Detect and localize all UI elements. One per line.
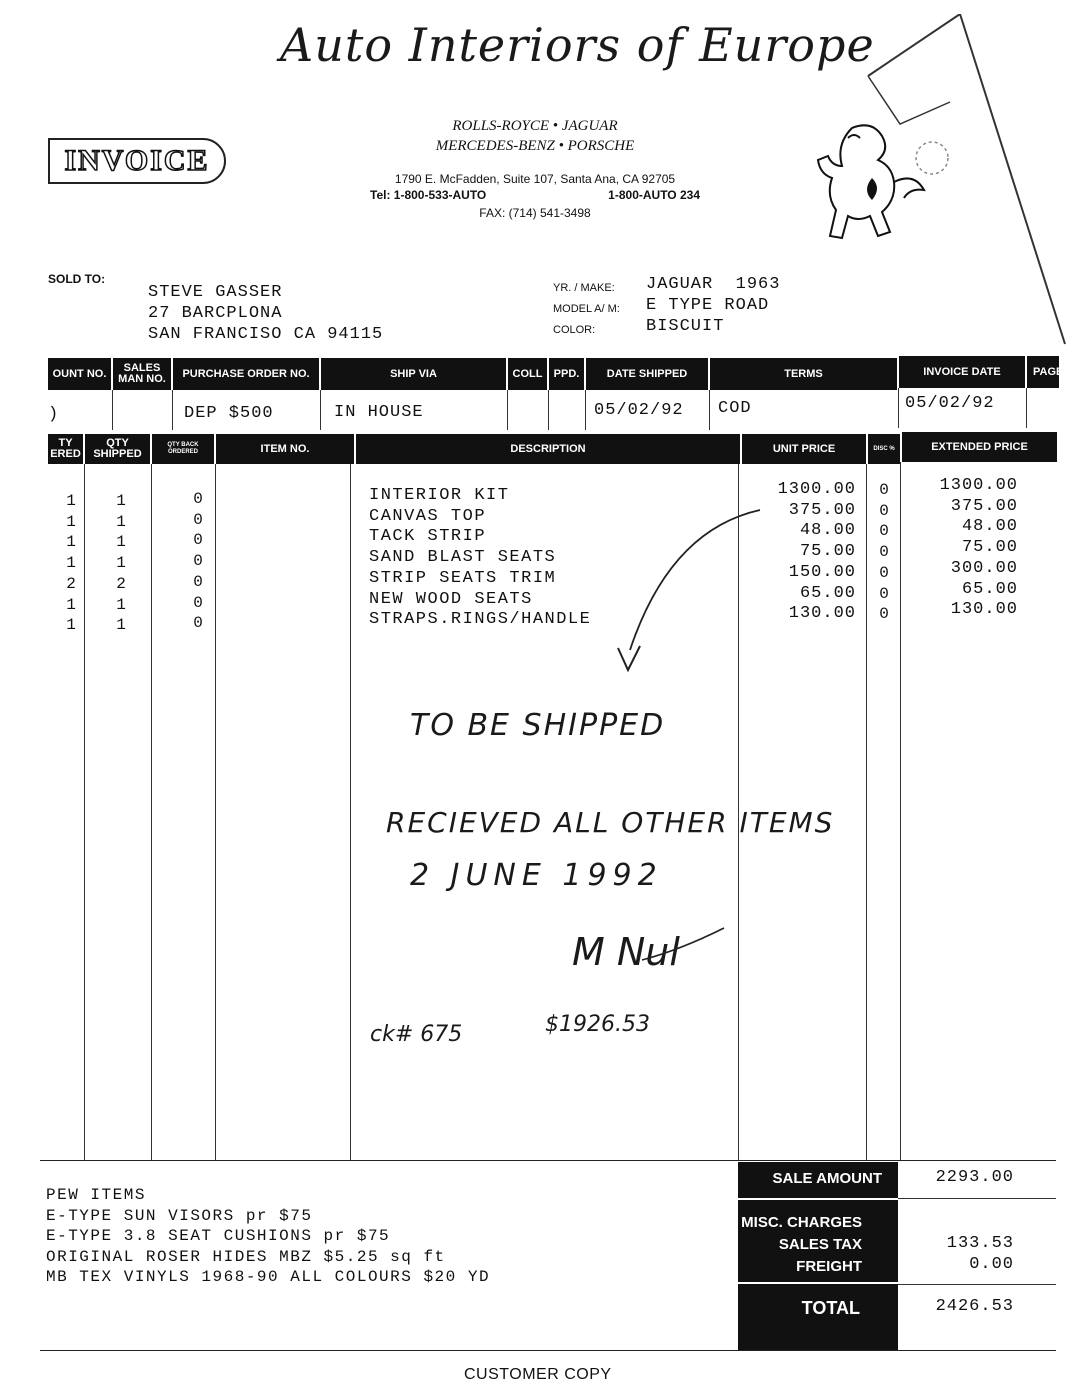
sale-amount-label: SALE AMOUNT <box>772 1170 882 1187</box>
table-cell: 1 <box>66 492 76 510</box>
list-item: MB TEX VINYLS 1968-90 ALL COLOURS $20 YD <box>46 1268 491 1286</box>
signature-stroke <box>640 920 730 970</box>
table-cell: 0 <box>193 614 203 633</box>
table-cell: 0 <box>193 572 203 591</box>
sold-to-address <box>148 282 383 345</box>
purchase-order-value: DEP $500 <box>184 404 274 423</box>
sales-tax-value: 133.53 <box>946 1234 1014 1253</box>
invoice-badge-label: INVOICE <box>64 144 210 177</box>
color-label: COLOR: <box>553 324 596 336</box>
table-cell: 75.00 <box>961 538 1018 558</box>
handwritten-date: 2 JUNE 1992 <box>410 858 663 893</box>
table-cell: 1 <box>116 595 126 614</box>
company-phones <box>370 188 700 202</box>
divider <box>172 390 173 430</box>
table-cell: 1300.00 <box>777 480 856 499</box>
invoice-date-header: INVOICE DATE <box>899 356 1025 388</box>
handwritten-check-ref: ck# 675 <box>370 1022 463 1047</box>
unit-price-header: UNIT PRICE <box>742 434 866 464</box>
vehicle-values <box>646 274 780 337</box>
ship-via-value: IN HOUSE <box>334 403 424 422</box>
handwritten-check-amount: $1926.53 <box>545 1012 650 1037</box>
divider <box>350 464 351 1160</box>
model-label: MODEL A/ M: <box>553 303 620 315</box>
sale-amount-value: 2293.00 <box>935 1168 1014 1187</box>
table-cell: 130.00 <box>950 600 1018 620</box>
table-cell: CANVAS TOP <box>369 506 487 526</box>
sold-to-label: SOLD TO: <box>48 272 106 286</box>
table-cell: 1 <box>66 616 76 635</box>
table-cell: 1 <box>116 554 126 573</box>
phone-1: Tel: 1-800-533-AUTO <box>370 188 487 202</box>
disc-header: DISC % <box>868 434 900 464</box>
ppd-header: PPD. <box>549 358 584 390</box>
model-value: E TYPE ROAD <box>646 296 770 315</box>
divider <box>548 390 549 430</box>
date-shipped-header: DATE SHIPPED <box>586 358 708 390</box>
table-cell: 48.00 <box>961 517 1018 537</box>
divider <box>215 464 216 1160</box>
table-cell: 0 <box>879 605 889 624</box>
company-fax: FAX: (714) 541-3498 <box>479 206 591 220</box>
customer-copy-label: CUSTOMER COPY <box>464 1366 612 1383</box>
table-cell: 2 <box>66 574 76 593</box>
customer-city: SAN FRANCISO CA 94115 <box>148 325 384 344</box>
salesman-header: SALES MAN NO. <box>113 358 171 390</box>
divider <box>898 1198 1056 1199</box>
divider <box>738 1282 898 1284</box>
table-cell: 1 <box>116 616 126 635</box>
qty-shipped-column <box>106 491 136 636</box>
account-no-header: OUNT NO. <box>48 358 111 390</box>
ship-via-header: SHIP VIA <box>321 358 506 390</box>
divider <box>898 1284 1056 1285</box>
misc-charges-label: MISC. CHARGES <box>741 1214 862 1231</box>
table-cell: 1 <box>116 533 126 552</box>
table-cell: 1 <box>66 533 76 552</box>
qty-back-column <box>183 489 213 634</box>
table-cell: SAND BLAST SEATS <box>369 548 557 568</box>
handwritten-received: RECIEVED ALL OTHER ITEMS <box>386 806 835 839</box>
table-cell: STRIP SEATS TRIM <box>369 568 557 588</box>
description-column <box>369 486 591 631</box>
divider <box>320 390 321 430</box>
table-cell: 0 <box>879 501 889 520</box>
table-cell: 1 <box>66 595 76 614</box>
table-cell: 0 <box>193 490 203 508</box>
new-items-list <box>46 1185 490 1288</box>
table-cell: 75.00 <box>799 542 856 562</box>
description-header: DESCRIPTION <box>356 434 740 464</box>
divider <box>1026 388 1027 428</box>
table-cell: 0 <box>879 481 889 499</box>
terms-header: TERMS <box>710 358 897 390</box>
date-shipped-value: 05/02/92 <box>594 401 684 420</box>
folded-corner <box>860 14 1070 354</box>
table-cell: 1 <box>116 492 126 510</box>
invoice-date-value: 05/02/92 <box>905 394 995 413</box>
table-cell: 0 <box>879 522 889 541</box>
color-value: BISCUIT <box>646 317 725 336</box>
table-cell: 0 <box>193 552 203 571</box>
totals-label-panel <box>738 1162 898 1350</box>
brands-line-2: MERCEDES-BENZ • PORSCHE <box>435 138 635 154</box>
phone-2: 1-800-AUTO 234 <box>608 188 700 202</box>
table-cell: 1 <box>66 554 76 573</box>
yr-make-label: YR. / MAKE: <box>553 282 615 294</box>
table-cell: 300.00 <box>950 558 1018 578</box>
qty-ordered-header: TY ERED <box>48 434 83 464</box>
divider <box>900 462 901 1160</box>
table-cell: 65.00 <box>799 583 856 603</box>
table-cell: 1 <box>66 512 76 531</box>
yr-make-value: JAGUAR 1963 <box>646 275 781 294</box>
disc-column <box>870 480 898 625</box>
table-cell: 375.00 <box>950 496 1018 516</box>
table-cell: 1300.00 <box>939 476 1018 495</box>
table-cell: NEW WOOD SEATS <box>369 589 533 609</box>
terms-value: COD <box>718 399 752 418</box>
table-cell: 65.00 <box>961 579 1018 599</box>
table-cell: INTERIOR KIT <box>369 486 510 505</box>
customer-street: 27 BARCPLONA <box>148 304 283 323</box>
handwritten-to-be-shipped: TO BE SHIPPED <box>410 708 666 743</box>
table-cell: 0 <box>879 584 889 603</box>
total-value: 2426.53 <box>935 1297 1014 1316</box>
extended-price-column <box>908 476 1018 621</box>
vehicle-labels <box>553 278 620 341</box>
divider <box>709 390 710 430</box>
table-cell: 0 <box>193 593 203 612</box>
table-cell: 2 <box>116 574 126 593</box>
coll-header: COLL <box>508 358 547 390</box>
company-name: Auto Interiors of Europe <box>280 18 875 72</box>
divider <box>40 1350 1056 1351</box>
new-items-title: PEW ITEMS <box>46 1186 146 1204</box>
table-cell: 150.00 <box>788 562 856 582</box>
list-item: ORIGINAL ROSER HIDES MBZ $5.25 sq ft <box>46 1247 446 1266</box>
divider <box>866 464 867 1160</box>
page-header: PAGE <box>1027 356 1059 388</box>
brands-block <box>420 116 650 156</box>
sales-tax-label: SALES TAX <box>778 1236 862 1253</box>
item-no-header: ITEM NO. <box>216 434 354 464</box>
divider <box>151 464 152 1160</box>
brands-line-1: ROLLS-ROYCE • JAGUAR <box>452 118 618 134</box>
table-cell: 375.00 <box>788 500 856 520</box>
divider <box>585 390 586 430</box>
table-cell: STRAPS.RINGS/HANDLE <box>369 610 592 630</box>
extended-price-header: EXTENDED PRICE <box>902 432 1057 462</box>
divider <box>738 1198 898 1200</box>
table-cell: 0 <box>879 543 889 562</box>
total-label: TOTAL <box>801 1298 860 1318</box>
qty-ordered-column <box>56 491 86 636</box>
invoice-badge <box>48 138 226 184</box>
divider <box>40 1160 1056 1161</box>
table-cell: 48.00 <box>799 521 856 541</box>
qty-shipped-header: QTY SHIPPED <box>85 434 150 464</box>
list-item: E-TYPE 3.8 SEAT CUSHIONS pr $75 <box>46 1227 391 1245</box>
qty-back-ordered-header: QTY BACK ORDERED <box>152 434 214 464</box>
purchase-order-header: PURCHASE ORDER NO. <box>173 358 319 390</box>
freight-label: FREIGHT <box>796 1258 862 1275</box>
divider <box>898 388 899 428</box>
freight-value: 0.00 <box>969 1255 1014 1274</box>
table-cell: 1 <box>116 512 126 531</box>
list-item: E-TYPE SUN VISORS pr $75 <box>46 1206 313 1225</box>
divider <box>112 390 113 430</box>
table-cell: 130.00 <box>788 604 856 624</box>
handwritten-arrow <box>610 500 770 680</box>
divider <box>507 390 508 430</box>
signature: M Nul <box>572 930 680 974</box>
table-cell: 0 <box>193 531 203 550</box>
table-cell: TACK STRIP <box>369 527 487 547</box>
customer-name: STEVE GASSER <box>148 283 283 302</box>
company-address: 1790 E. McFadden, Suite 107, Santa Ana, CA 92705 <box>394 172 676 186</box>
account-no-value: ) <box>48 405 60 424</box>
table-cell: 0 <box>193 510 203 529</box>
table-cell: 0 <box>879 563 889 582</box>
